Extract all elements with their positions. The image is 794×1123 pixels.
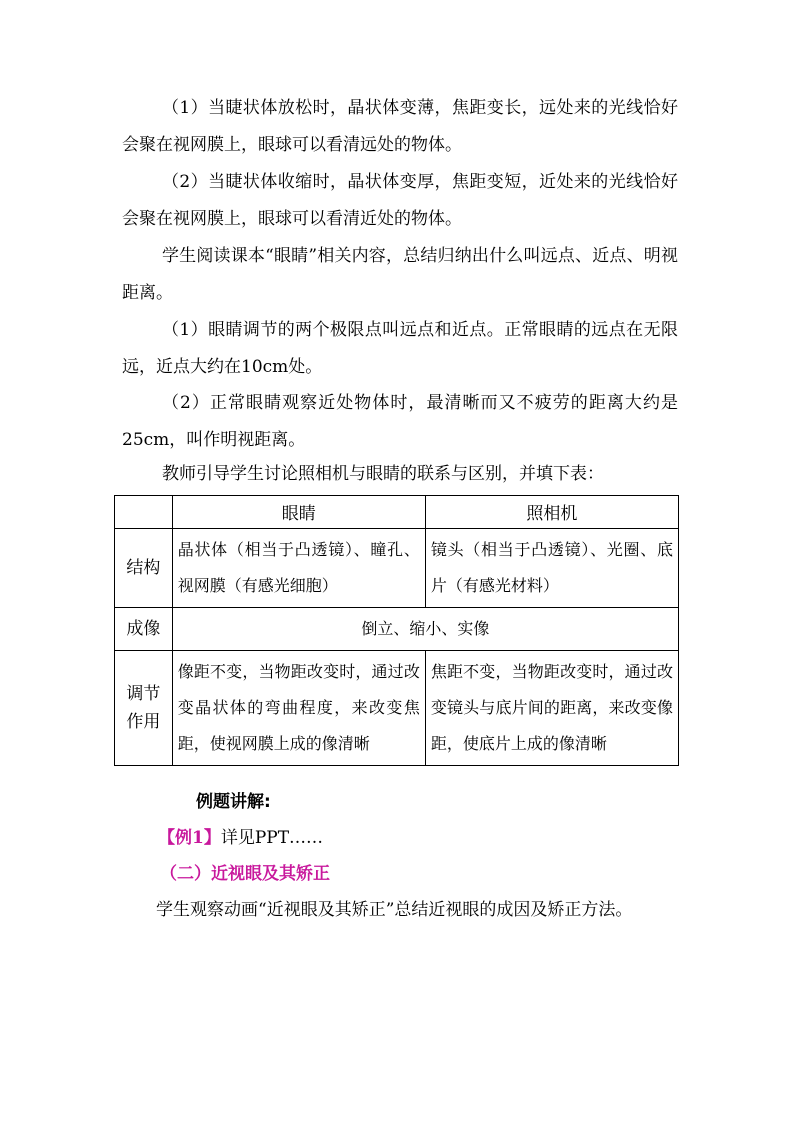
example-heading: 例题讲解:: [196, 792, 271, 812]
paragraph-contract: （2）当睫状体收缩时，晶状体变厚，焦距变短，近处来的光线恰好会聚在视网膜上，眼球可以看清近处的物体。: [122, 172, 678, 229]
cell-imaging-shared: 倒立、缩小、实像: [172, 608, 678, 651]
paragraph-table-intro: 教师引导学生讨论照相机与眼睛的联系与区别，并填下表：: [162, 464, 604, 484]
eye-camera-comparison-table: [114, 495, 679, 766]
paragraph-far-near-point: （1）眼睛调节的两个极限点叫远点和近点。正常眼睛的远点在无限远，近点大约在10cm处。: [122, 320, 678, 377]
paragraph-relax: （1）当睫状体放松时，晶状体变薄，焦距变长，远处来的光线恰好会聚在视网膜上，眼球可以看清远处的物体。: [122, 98, 678, 155]
cell-camera-structure: 镜头（相当于凸透镜）、光圈、底片（有感光材料）: [425, 529, 678, 608]
table-header-blank: [115, 496, 173, 529]
table-header-eye: 眼睛: [172, 496, 425, 529]
table-row-adjust: [115, 651, 679, 766]
example-1-tag: 【例1】: [158, 828, 221, 848]
cell-camera-adjust: 焦距不变，当物距改变时，通过改变镜头与底片间的距离，来改变像距，使底片上成的像清晰: [425, 651, 678, 766]
row-label-adjust-line1: 调节: [126, 684, 161, 704]
cell-eye-adjust: 像距不变，当物距改变时，通过改变晶状体的弯曲程度，来改变焦距，使视网膜上成的像清晰: [172, 651, 425, 766]
row-label-structure: 结构: [115, 529, 173, 608]
row-label-adjust: [115, 651, 173, 766]
table-header-camera: 照相机: [425, 496, 678, 529]
example-1-line: [158, 820, 678, 857]
section-title-myopia: （二）近视眼及其矫正: [160, 864, 330, 884]
row-label-imaging: 成像: [115, 608, 173, 651]
cell-eye-structure: 晶状体（相当于凸透镜）、瞳孔、视网膜（有感光细胞）: [172, 529, 425, 608]
table-row-structure: [115, 529, 679, 608]
example-1-text: 详见PPT……: [220, 828, 324, 848]
row-label-adjust-line2: 作用: [126, 712, 161, 732]
table-row-imaging: [115, 608, 679, 651]
paragraph-clear-vision-distance: （2）正常眼睛观察近处物体时，最清晰而又不疲劳的距离大约是25cm，叫作明视距离。: [122, 393, 678, 450]
table-header-row: [115, 496, 679, 529]
paragraph-myopia-animation: 学生观察动画“近视眼及其矫正”总结近视眼的成因及矫正方法。: [156, 900, 633, 920]
paragraph-reading-task: 学生阅读课本“眼睛”相关内容，总结归纳出什么叫远点、近点、明视距离。: [122, 246, 678, 303]
